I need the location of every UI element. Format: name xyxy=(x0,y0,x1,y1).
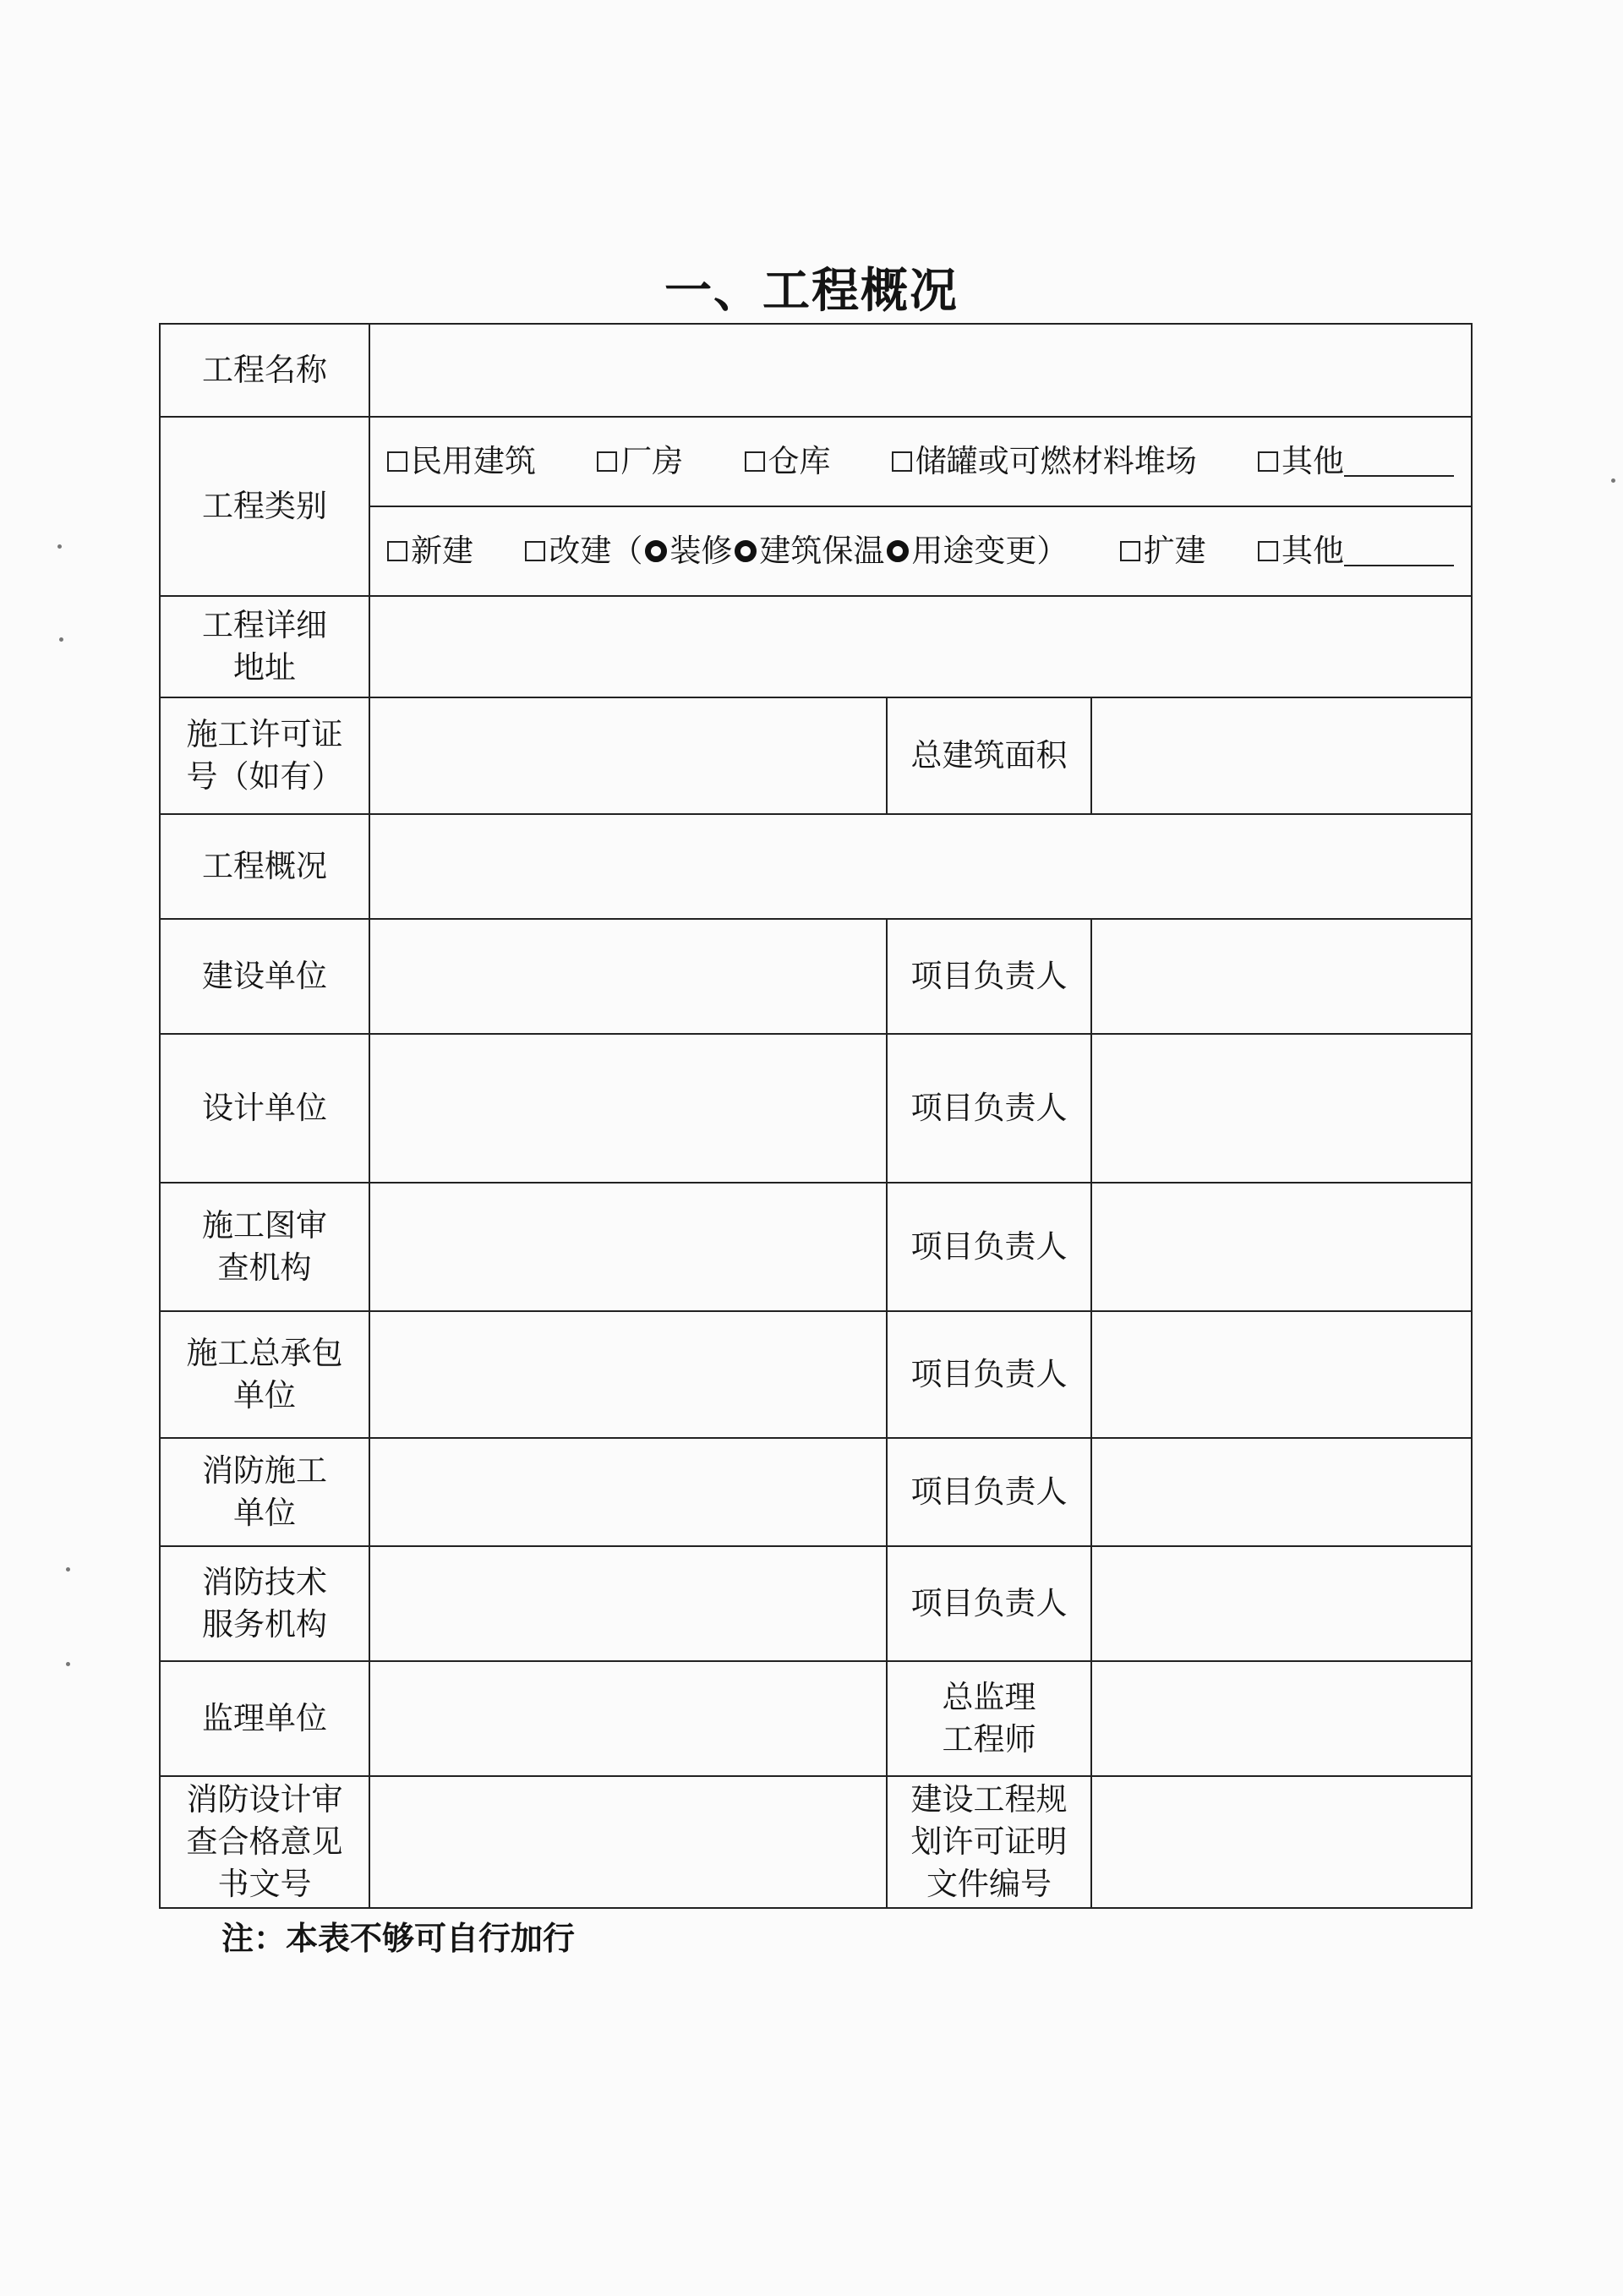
builder-leader-value[interactable] xyxy=(1091,919,1472,1034)
general-contractor-value[interactable] xyxy=(369,1311,887,1438)
row-overview xyxy=(160,814,1472,919)
builder-label: 建设单位 xyxy=(160,919,369,1034)
fire-construction-label: 消防施工单位 xyxy=(160,1438,369,1546)
scan-speck xyxy=(66,1567,70,1572)
detail-address-label: 工程详细地址 xyxy=(160,596,369,697)
drawing-review-value[interactable] xyxy=(369,1183,887,1311)
fire-construction-leader-label: 项目负责人 xyxy=(887,1438,1091,1546)
option-expand[interactable]: 扩建 xyxy=(1120,530,1206,572)
option-renovate[interactable]: 改建（ 装修 建筑保温 用途变更 ） xyxy=(525,530,1068,572)
table-note: 注：本表不够可自行加行 xyxy=(221,1919,576,1957)
row-supervision xyxy=(160,1661,1472,1776)
bullet-icon xyxy=(735,540,757,562)
total-area-label: 总建筑面积 xyxy=(887,697,1091,814)
detail-address-value[interactable] xyxy=(369,596,1472,697)
option-new[interactable]: 新建 xyxy=(387,530,473,572)
scan-speck xyxy=(59,637,63,642)
row-review-doc xyxy=(160,1776,1472,1908)
row-drawing-review xyxy=(160,1183,1472,1311)
overview-value[interactable] xyxy=(369,814,1472,919)
checkbox-icon xyxy=(1258,541,1278,561)
row-fire-construction xyxy=(160,1438,1472,1546)
option-civil-building[interactable]: 民用建筑 xyxy=(387,440,536,483)
planning-permit-label: 建设工程规划许可证明文件编号 xyxy=(887,1776,1091,1908)
designer-leader-value[interactable] xyxy=(1091,1034,1472,1183)
other-blank-line[interactable] xyxy=(1344,446,1454,477)
row-permit xyxy=(160,697,1472,814)
planning-permit-value[interactable] xyxy=(1091,1776,1472,1908)
building-type-line xyxy=(370,418,1471,506)
permit-value[interactable] xyxy=(369,697,887,814)
row-project-type xyxy=(160,417,1472,596)
scan-speck xyxy=(66,1662,70,1666)
checkbox-icon xyxy=(1258,451,1278,472)
checkbox-icon xyxy=(1120,541,1140,561)
checkbox-icon xyxy=(525,541,545,561)
total-area-value[interactable] xyxy=(1091,697,1472,814)
general-contractor-leader-value[interactable] xyxy=(1091,1311,1472,1438)
scan-speck xyxy=(57,544,62,549)
row-builder xyxy=(160,919,1472,1034)
row-detail-address xyxy=(160,596,1472,697)
general-contractor-label: 施工总承包单位 xyxy=(160,1311,369,1438)
row-fire-tech xyxy=(160,1546,1472,1661)
checkbox-icon xyxy=(597,451,617,472)
designer-label: 设计单位 xyxy=(160,1034,369,1183)
designer-value[interactable] xyxy=(369,1034,887,1183)
project-overview-table xyxy=(159,323,1473,1909)
project-type-options xyxy=(369,417,1472,596)
fire-construction-value[interactable] xyxy=(369,1438,887,1546)
fire-construction-leader-value[interactable] xyxy=(1091,1438,1472,1546)
option-tank-yard[interactable]: 储罐或可燃材料堆场 xyxy=(892,440,1197,483)
permit-label: 施工许可证号（如有） xyxy=(160,697,369,814)
drawing-review-leader-label: 项目负责人 xyxy=(887,1183,1091,1311)
drawing-review-leader-value[interactable] xyxy=(1091,1183,1472,1311)
general-contractor-leader-label: 项目负责人 xyxy=(887,1311,1091,1438)
project-name-value[interactable] xyxy=(369,324,1472,417)
review-doc-value[interactable] xyxy=(369,1776,887,1908)
fire-tech-leader-value[interactable] xyxy=(1091,1546,1472,1661)
review-doc-label: 消防设计审查合格意见书文号 xyxy=(160,1776,369,1908)
bullet-icon xyxy=(645,540,667,562)
page-title: 一、工程概况 xyxy=(664,263,959,319)
fire-tech-value[interactable] xyxy=(369,1546,887,1661)
checkbox-icon xyxy=(387,451,407,472)
designer-leader-label: 项目负责人 xyxy=(887,1034,1091,1183)
bullet-icon xyxy=(887,540,909,562)
row-designer xyxy=(160,1034,1472,1183)
construction-type-line xyxy=(370,506,1471,595)
checkbox-icon xyxy=(892,451,912,472)
row-project-name xyxy=(160,324,1472,417)
other-blank-line[interactable] xyxy=(1344,536,1454,566)
project-type-label: 工程类别 xyxy=(160,417,369,596)
supervision-value[interactable] xyxy=(369,1661,887,1776)
checkbox-icon xyxy=(745,451,765,472)
fire-tech-label: 消防技术服务机构 xyxy=(160,1546,369,1661)
row-general-contractor xyxy=(160,1311,1472,1438)
fire-tech-leader-label: 项目负责人 xyxy=(887,1546,1091,1661)
checkbox-icon xyxy=(387,541,407,561)
builder-leader-label: 项目负责人 xyxy=(887,919,1091,1034)
option-other-construction[interactable]: 其他 xyxy=(1258,530,1454,572)
option-other-building[interactable]: 其他 xyxy=(1258,440,1454,483)
drawing-review-label: 施工图审查机构 xyxy=(160,1183,369,1311)
project-name-label: 工程名称 xyxy=(160,324,369,417)
scan-speck xyxy=(1611,478,1615,483)
builder-value[interactable] xyxy=(369,919,887,1034)
option-factory[interactable]: 厂房 xyxy=(597,440,683,483)
chief-engineer-label: 总监理工程师 xyxy=(887,1661,1091,1776)
overview-label: 工程概况 xyxy=(160,814,369,919)
supervision-label: 监理单位 xyxy=(160,1661,369,1776)
option-warehouse[interactable]: 仓库 xyxy=(745,440,831,483)
chief-engineer-value[interactable] xyxy=(1091,1661,1472,1776)
